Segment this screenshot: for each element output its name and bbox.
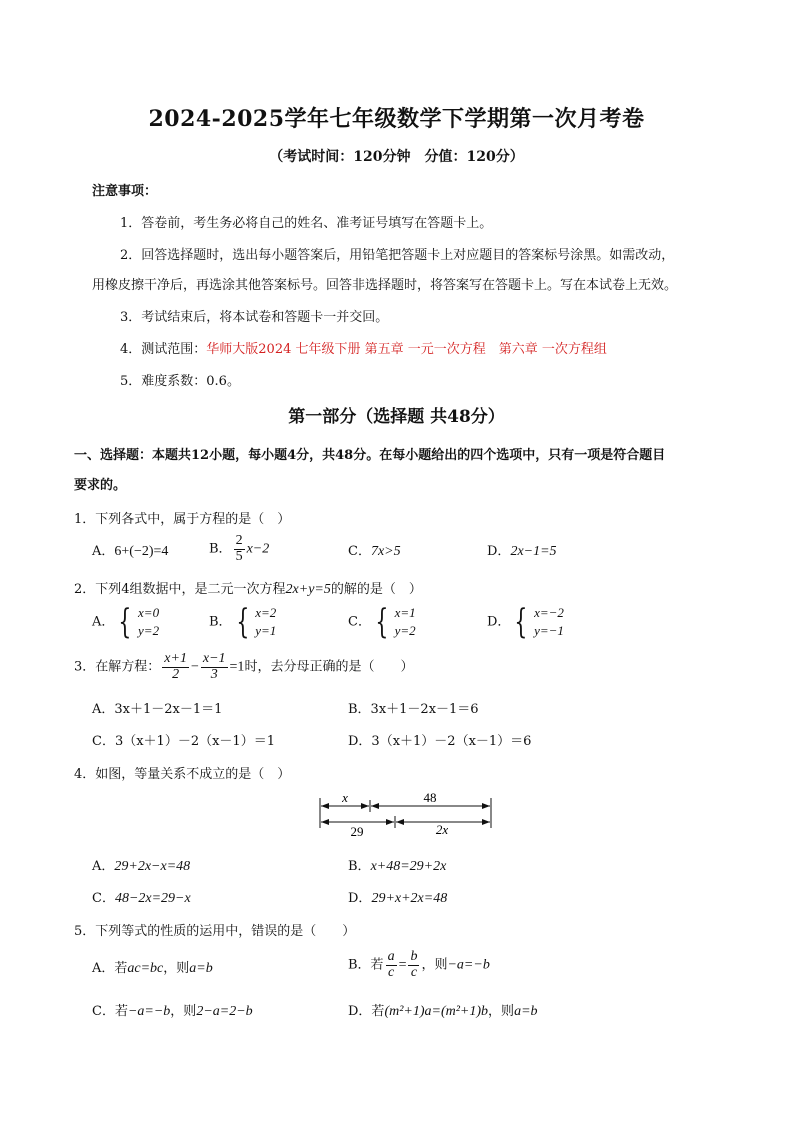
q4-option-a: A．29+2x−x=48 bbox=[92, 859, 191, 874]
section-instruction: 一、选择题：本题共12小题，每小题4分，共48分。在每小题给出的四个选项中，只有一项是符合题目 bbox=[74, 448, 666, 463]
note-3: 3．考试结束后，将本试卷和答题卡一并交回。 bbox=[120, 310, 389, 325]
test-scope: 华师大版2024 七年级下册 第五章 一元一次方程 第六章 一次方程组 bbox=[206, 342, 607, 357]
q1-option-a: A．6+(−2)=4 bbox=[92, 544, 169, 559]
q2-option-a: A． { x=0 y=2 bbox=[92, 602, 160, 643]
exam-info: （考试时间：120分钟 分值：120分） bbox=[269, 149, 524, 165]
q4-stem: 4．如图，等量关系不成立的是（ ） bbox=[74, 767, 291, 782]
diagram-label-29: 29 bbox=[350, 824, 364, 839]
q3-option-a: A．3x＋1－2x－1＝1 bbox=[92, 702, 223, 717]
q5-option-a: A．若ac=bc，则a=b bbox=[92, 961, 213, 976]
section-instruction-cont: 要求的。 bbox=[74, 478, 127, 493]
q3-stem: 3．在解方程： $\frac{x+1}{2}$ − $\frac{x-1}{3}$ =1时，去分母正确的是（ ） bbox=[74, 651, 414, 682]
note-4 bbox=[120, 338, 607, 357]
q3-option-b: B．3x＋1－2x－1＝6 bbox=[348, 702, 479, 717]
q1-option-c: C．7x>5 bbox=[348, 544, 401, 559]
q4-option-c: C．48−2x=29−x bbox=[92, 891, 191, 906]
q2-option-d: D． { x=−2 y=−1 bbox=[487, 602, 564, 643]
q4-option-b: B．x+48=29+2x bbox=[348, 859, 447, 874]
q5-stem: 5．下列等式的性质的运用中，错误的是（ ） bbox=[74, 924, 356, 939]
q1-stem: 1．下列各式中，属于方程的是（ ） bbox=[74, 512, 291, 527]
q5-option-b: B．若 $\frac{a}{c}$ = $\frac{b}{c}$ ，则−a=−b bbox=[348, 949, 490, 980]
diagram-label-48: 48 bbox=[423, 790, 437, 805]
part1-title: 第一部分（选择题 共48分） bbox=[288, 407, 505, 427]
q2-stem: 2．下列4组数据中，是二元一次方程2x+y=5的解的是（ ） bbox=[74, 582, 422, 597]
note-5: 5．难度系数：0.6。 bbox=[120, 374, 240, 389]
q3-option-d: D．3（x＋1）－2（x－1）＝6 bbox=[348, 734, 532, 749]
note-2-cont: 用橡皮擦干净后，再选涂其他答案标号。回答非选择题时，将答案写在答题卡上。写在本试卷上无效。 bbox=[92, 278, 678, 293]
q3-option-c: C．3（x＋1）－2（x－1）＝1 bbox=[92, 734, 275, 749]
page-title: 2024-2025学年七年级数学下学期第一次月考卷 bbox=[148, 106, 645, 132]
diagram-label-x: x bbox=[342, 790, 348, 805]
q1-option-d: D．2x−1=5 bbox=[487, 544, 557, 559]
segment-diagram bbox=[312, 790, 502, 840]
note-4-label: 4．测试范围： bbox=[120, 342, 207, 357]
diagram-label-2x: 2x bbox=[435, 822, 449, 837]
q4-option-d: D．29+x+2x=48 bbox=[348, 891, 448, 906]
q5-option-d: D．若(m²+1)a=(m²+1)b，则a=b bbox=[348, 1004, 538, 1019]
notes-heading: 注意事项： bbox=[92, 184, 158, 199]
q2-option-b: B． { x=2 y=1 bbox=[209, 602, 277, 643]
note-2: 2．回答选择题时，选出每小题答案后，用铅笔把答题卡上对应题目的答案标号涂黑。如需改动， bbox=[120, 248, 675, 263]
q1-option-b: B． $\frac{2}{5}$ x−2 bbox=[209, 533, 270, 564]
q5-option-c: C．若−a=−b，则2−a=2−b bbox=[92, 1004, 253, 1019]
note-1: 1．答卷前，考生务必将自己的姓名、准考证号填写在答题卡上。 bbox=[120, 216, 493, 231]
q2-option-c: C． { x=1 y=2 bbox=[348, 602, 416, 643]
